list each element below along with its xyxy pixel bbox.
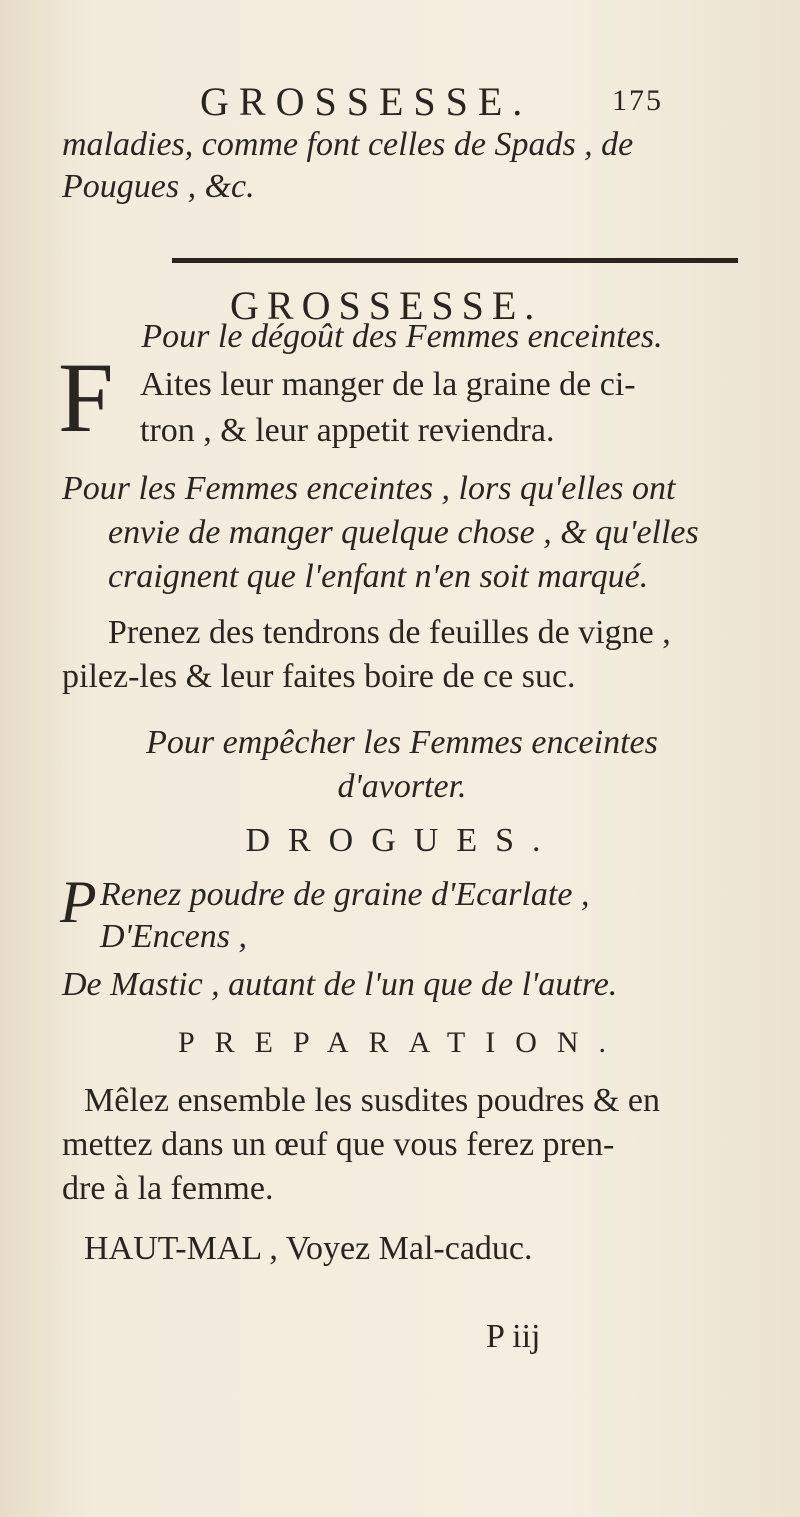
prep-line-3: dre à la femme. [62,1170,274,1207]
crossref-line: HAUT-MAL , Voyez Mal-caduc. [84,1230,533,1267]
running-title: GROSSESSE. [200,79,533,124]
entry3-line-1: Renez poudre de graine d'Ecarlate , [100,876,590,913]
preparation-label: PREPARATION. [177,1026,627,1059]
entry1-line-1: Aites leur manger de la graine de ci- [140,366,636,403]
intro-line-1: maladies, comme font celles de Spads , de [62,126,634,163]
entry2-heading-1: Pour les Femmes enceintes , lors qu'elles ont [62,470,676,507]
entry3-dropcap: P [60,869,97,935]
signature-mark: P iij [486,1318,541,1355]
entry2-line-2: pilez-les & leur faites boire de ce suc. [62,658,576,695]
section-rule [172,258,738,263]
entry3-line-2: D'Encens , [100,918,248,955]
entry3-heading-2: d'avorter. [337,768,467,805]
intro-line-2: Pougues , &c. [62,168,255,205]
page-number: 175 [612,84,663,117]
entry3-line-3: De Mastic , autant de l'un que de l'autre. [62,966,618,1003]
entry1-line-2: tron , & leur appetit reviendra. [140,412,555,449]
entry3-heading-1: Pour empêcher les Femmes enceintes [146,724,658,761]
entry2-heading-3: craignent que l'enfant n'en soit marqué. [108,558,649,595]
entry2-heading-2: envie de manger quelque chose , & qu'elles [108,514,699,551]
entry1-heading: Pour le dégoût des Femmes enceintes. [141,318,663,355]
entry2-line-1: Prenez des tendrons de feuilles de vigne , [108,614,671,651]
prep-line-2: mettez dans un œuf que vous ferez pren- [62,1126,615,1163]
entry1-dropcap: F [58,342,114,453]
drogues-label: DROGUES. [245,822,559,859]
section-title: GROSSESSE. [230,283,543,328]
prep-line-1: Mêlez ensemble les susdites poudres & en [84,1082,660,1119]
